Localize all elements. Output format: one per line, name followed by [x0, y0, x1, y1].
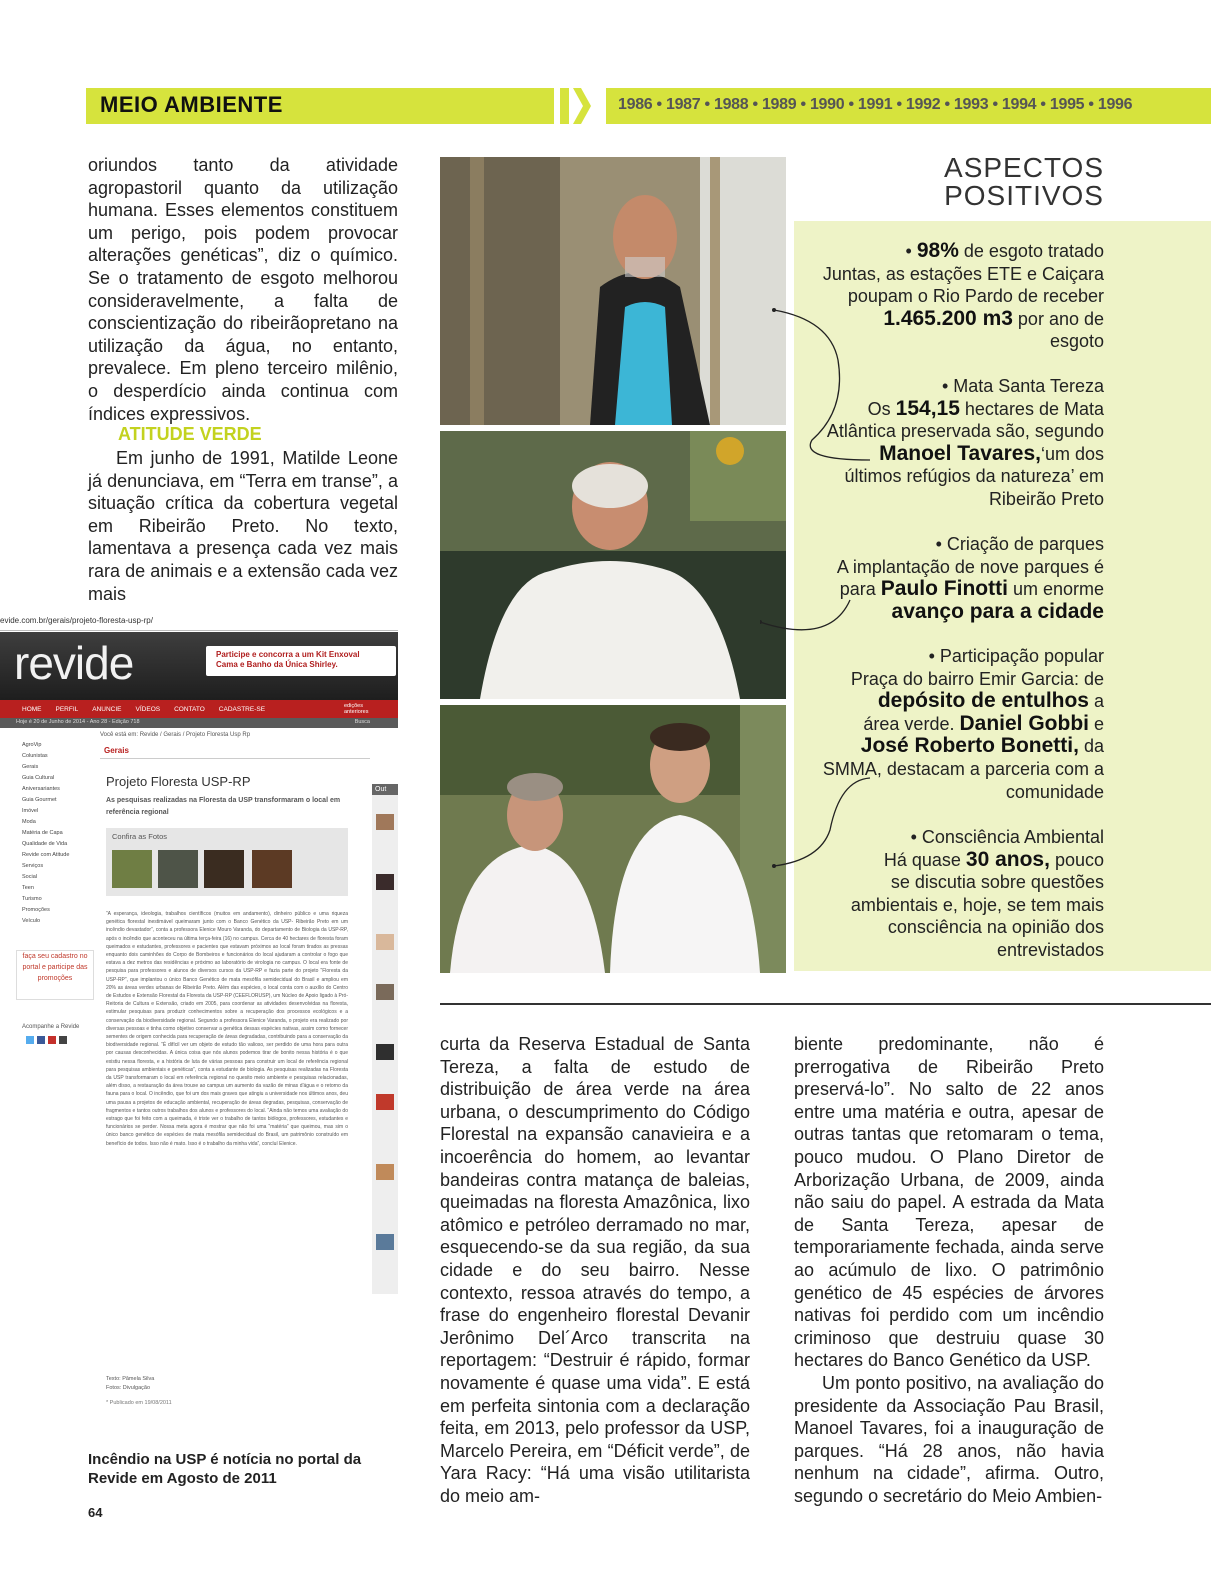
divider-line [440, 1003, 1211, 1005]
side-strip: Out [372, 784, 398, 1294]
twitter-icon[interactable] [26, 1036, 34, 1044]
col2-paragraph: curta da Reserva Estadual de Santa Tereza, a falta de estudo de distribuição de área verde na área urbana, o descumprimento do Código Florestal na expansão canavieira e a incoerência do homem, ao levantar bandeiras contra matança de baleias, queimadas na floresta Amazônica, lixo atômico e petróleo derramado no mar, esquecendo-se da sua região, da sua cidade e do seu bairro. Nesse contexto, ressoa através do tempo, a frase do engenheiro florestal Devanir Jerônimo Del´Arco transcrita na reportagem: “Destruir é rápido, formar novamente é quase uma vida”. E está em perfeita sintonia com a declaração feita, em 2013, pelo professor da USP, Marcelo Pereira, em “Déficit verde”, de Yara Racy: “Há uma visão utilitarista do meio am- [440, 1034, 750, 1506]
photo-manoel-tavares [440, 157, 786, 425]
gallery-thumb[interactable] [252, 850, 292, 888]
article-body: “A esperança, ideologia, trabalhos científicos (muitos em andamento), dinheiro público e uma riqueza genética florestal inestimável queimaram junto com o Banco Genético da USP- Ribeirão Preto em um incêndio devastador”, conta a professora Elenice Mouro Varanda, do departamento de Biologia da USP-RP, após o incêndio que aconteceu na última terça-feira (16) no campus. Cerca de 40 hectares de floresta foram queimados e estudantes, professores e pacientes que estavam próximos ao local foram tirados as pressas enquanto dois caminhões do Corpo de Bombeiros e funcionários do local ajudaram a controlar o fogo que estava a dez metros das residências e próximo ao laboratório de virologia no campus. O local era fonte de pesquisa para professores e alunos de diversos cursos da USP-RP e fazia parte do projeto “Floresta da USP-RP”, que implantou o único Banco Genético de mata mesófila semidecidual do Brasil e ampliou em 20% as áreas verdes urbanas de Ribeirão Preto. Além das espécies, o local conta com o auxílio do Centro de Estudos e Extensão Florestal da Floresta da USP-RP (CEEFLORUSP), um Núcleo de Apoio ligado à Pró-Reitoria de Cultura e Extensão, criado em 2005, para coordenar as atividades desenvolvidas na floresta, estimular pesquisas para produzir conhecimentos sobre a recuperação dos processos ecológicos e a conservação da biodiversidade regional. Segundo a professora Elenice Varanda, o projeto era realizado por diversas pessoas e tinha como objetivo conservar a genética dessas espécies nativas, assim como fornecer sementes de origem conhecida para recuperação de áreas degradadas, contribuindo para a conservação da biodiversidade regional. “É difícil ver um objeto de estudo tão valioso, ser perdido de uma hora para outra por causas desconhecidas. A única coisa que nós alunos podemos tirar de bonito nessa história é o que existiu nessa floresta, e a história de luta de várias pessoas para construir um local de referência regional para pesquisas ambientais e genéticas”, conta a estudante de biologia. As pesquisas realizadas na Floresta da USP transformaram o local em referência regional no quesito meio ambiente e pesquisas relacionadas, além disso, a restauração da área trouxe ao campus um aumento da vazão de minas d'água e o retorno da fauna para o local. O incêndio, que foi um dos mais graves que atingiu a universidade nos últimos anos, deu uma pausa a projetos de educação ambiental, recuperação de áreas degradas, pesquisas, conservação de fragmentos e tantos outros trabalhos dos alunos e professores do local. “Ainda não temos uma avaliação do estrago que foi feito com a queimada, é triste ver o trabalho de tantos biólogos, professores, estudantes e funcionários se perder. Nossa meta agora é mostrar que não foi uma “matéria” que queimou, mas sim o único banco genético de espécies de mata mesófila semidecidual do Brasil, um patrimônio construído em benefício de todos. Isso não é mato. Isso é o trabalho da minha vida”, concluí Elenice. [106, 911, 348, 1147]
date-line: Hoje é 20 de Junho de 2014 - Ano 28 - Edição 718 [16, 719, 140, 725]
published-date: * Publicado em 19/08/2011 [106, 1400, 172, 1406]
youtube-icon[interactable] [48, 1036, 56, 1044]
url-text: evide.com.br/gerais/projeto-floresta-usp-rp/ [0, 616, 153, 625]
photo-daniel-gobbi-jose-roberto-bonetti [440, 705, 786, 973]
page-number: 64 [88, 1505, 103, 1520]
facebook-icon[interactable] [37, 1036, 45, 1044]
sidebar-item[interactable]: Qualidade de Vida [22, 841, 68, 847]
photo-gallery: Confira as Fotos [106, 828, 348, 896]
sidebar-item[interactable]: Promoções [22, 907, 50, 913]
site-logo: revide [14, 637, 134, 689]
nav-contato[interactable]: CONTATO [174, 705, 205, 713]
site-nav [0, 700, 398, 718]
sidebar-item[interactable]: Imóvel [22, 808, 39, 814]
photo-paulo-finotti [440, 431, 786, 699]
sidebar-item[interactable]: Aniversariantes [22, 786, 60, 792]
aspect-item-parques: • Criação de parques A implantação de nove parques é para Paulo Finotti um enorme avanço para a cidade [836, 534, 1104, 623]
sidebar-item[interactable]: Gerais [22, 764, 39, 770]
sidebar-item[interactable]: Teen [22, 885, 34, 891]
nav-home[interactable]: HOME [22, 705, 42, 713]
breadcrumb: Você está em: Revide / Gerais / Projeto Floresta Usp Rp [100, 732, 251, 738]
col3-text [794, 1033, 1104, 1507]
sidebar-item[interactable]: Serviços [22, 863, 44, 869]
sidebar-item[interactable]: Social [22, 874, 37, 880]
site-banner[interactable]: Participe e concorra a um Kit Enxoval Cama e Banho da Única Shirley. [206, 646, 396, 676]
site-sidebar [22, 740, 88, 927]
sidebar-item[interactable]: Matéria de Capa [22, 830, 63, 836]
sidebar-item[interactable]: Guia Cultural [22, 775, 55, 781]
nav-edicoes[interactable]: edições anteriores [344, 703, 369, 715]
years-timeline: 1986 • 1987 • 1988 • 1989 • 1990 • 1991 • 1992 • 1993 • 1994 • 1995 • 1996 [618, 96, 1133, 113]
double-chevron-icon [560, 86, 600, 126]
col3-paragraph-2: Um ponto positivo, na avaliação do presidente da Associação Pau Brasil, Manoel Tavares, foi a inauguração de parques. “Há 28 anos, não havia nenhum na cidade”, afirma. Outro, segundo o secretário do Meio Ambien- [794, 1372, 1104, 1506]
col1-paragraph-1: oriundos tanto da atividade agropastoril quanto da utilização humana. Esses elementos constituem um perigo, pois podem provocar alterações genéticas”, diz o químico. Se o tratamento de esgoto melhorou consideravelmente, a falta de conscientização do ribeirãopretano na utilização da água, no entanto, prevalece. Em pleno terceiro milênio, o desperdício ainda continua com índices expressivos. [88, 155, 398, 424]
aspect-item-participacao: • Participação popular Praça do bairro Emir Garcia: de depósito de entulhos a área verde. Daniel Gobbi e José Roberto Bonetti, da SMMA, destacam a parceria com a comunidade [822, 646, 1104, 802]
credits-photos: Fotos: Divulgação [106, 1385, 151, 1391]
aspect-item-esgoto: • 98% de esgoto tratado Juntas, as estações ETE e Caiçara poupam o Rio Pardo de receber 1.465.200 m3 por ano de esgoto [822, 239, 1104, 352]
article-subtitle: As pesquisas realizadas na Floresta da USP transformaram o local em referência regional [106, 797, 341, 816]
sidebar-item[interactable]: Veículo [22, 918, 41, 924]
gallery-thumb[interactable] [158, 850, 198, 888]
nav-perfil[interactable]: PERFIL [55, 705, 79, 713]
promo-box[interactable]: faça seu cadastro no portal e participe das promoções [16, 950, 94, 1000]
follow-label: Acompanhe a Revide [22, 1024, 80, 1030]
nav-cadastre[interactable]: CADASTRE-SE [218, 705, 266, 713]
nav-videos[interactable]: VÍDEOS [135, 705, 161, 713]
sidebar-item[interactable]: Revide com Atitude [22, 852, 70, 858]
nav-anuncie[interactable]: ANUNCIE [92, 705, 122, 713]
gallery-thumb[interactable] [112, 850, 152, 888]
instagram-icon[interactable] [59, 1036, 67, 1044]
aspects-title: ASPECTOS POSITIVOS [944, 152, 1104, 211]
sidebar-item[interactable]: Turismo [22, 896, 42, 902]
article-title: Projeto Floresta USP-RP [106, 774, 251, 789]
gallery-thumb[interactable] [204, 850, 244, 888]
screenshot-caption: Incêndio na USP é notícia no portal da Revide em Agosto de 2011 [88, 1451, 362, 1487]
sidebar-item[interactable]: AgroVip [22, 742, 42, 748]
subheading-atitude-verde: ATITUDE VERDE [118, 424, 262, 444]
section-title: MEIO AMBIENTE [100, 92, 283, 117]
category-label[interactable]: Gerais [104, 746, 129, 755]
aspect-item-consciencia: • Consciência Ambiental Há quase 30 anos, pouco se discutia sobre questões ambientais e, hoje, se tem mais consciência na opinião dos entrevistados [850, 827, 1104, 960]
credits-text: Texto: Pâmela Silva [106, 1376, 155, 1382]
col3-paragraph-1: biente predominante, não é prerrogativa de Ribeirão Preto preservá-lo”. No salto de 22 anos entre uma matéria e outra, apesar de outras tantas que retomaram o tema, pouco mudou. O Plano Diretor de Arborização Urbana, de 2009, ainda não saiu do papel. A estrada da Mata de Santa Tereza, apesar de temporariamente fechada, ainda serve ao acúmulo de lixo. O patrimônio genético de 45 espécies de árvores nativas foi perdido com um incêndio criminoso que destruiu quase 30 hectares do Banco Genético da USP. [794, 1034, 1104, 1371]
search-label[interactable]: Busca [354, 719, 370, 725]
col1-paragraph-2: Em junho de 1991, Matilde Leone já denunciava, em “Terra em transe”, a situação crítica da cobertura vegetal em Ribeirão Preto. No texto, lamentava a presença cada vez mais rara de animais e a extensão cada vez mais [88, 448, 398, 604]
aspect-item-mata-santa-tereza: • Mata Santa Tereza Os 154,15 hectares de Mata Atlântica preservada são, segundo Manoel Tavares,‘um dos últimos refúgios da natureza’ em Ribeirão Preto [826, 376, 1104, 509]
sidebar-item[interactable]: Moda [22, 819, 36, 825]
sidebar-item[interactable]: Colunistas [22, 753, 48, 759]
website-screenshot [0, 614, 400, 1434]
sidebar-item[interactable]: Guia Gourmet [22, 797, 57, 803]
